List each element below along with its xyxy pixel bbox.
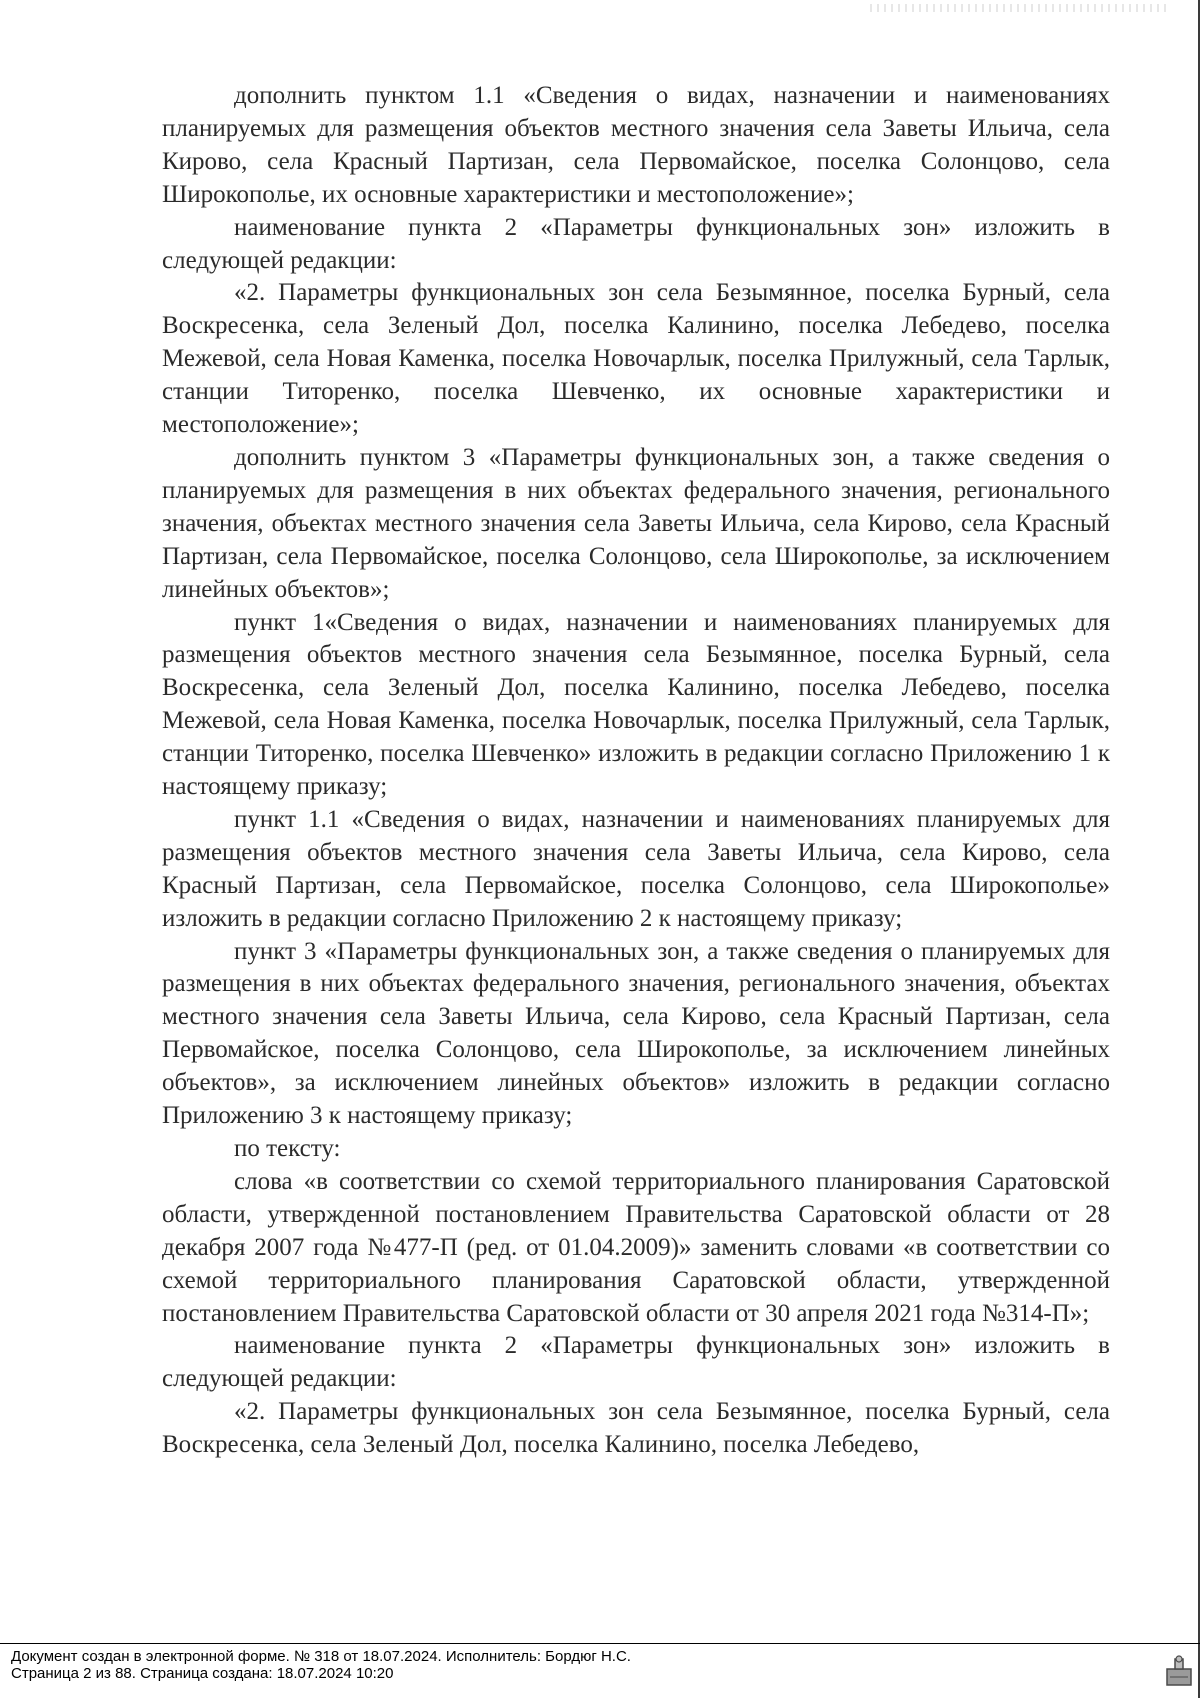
paragraph: дополнить пунктом 3 «Параметры функциональных зон, а также сведения о планируемых для размещения в них объектах федерального значения, регионального значения, объектах местного значения села Заветы Ильича, села Кирово, села Красный Партизан, села Первомайское, поселка Солонцово, села Широкополье, за исключением линейных объектов»; xyxy=(162,443,1110,603)
stamp-icon xyxy=(1166,1655,1192,1687)
paragraph: слова «в соответствии со схемой территориального планирования Саратовской области, утвержденной постановлением Правительства Саратовской области от 28 декабря 2007 года №477-П (ред. от 01.04.2009)» заменить словами «в соответствии со схемой территориального планирования Саратовской области, утвержденной постановлением Правительства Саратовской области от 30 апреля 2021 года №314-П»; xyxy=(162,1167,1110,1327)
footer-divider xyxy=(0,1643,1200,1644)
paragraph: пункт 1«Сведения о видах, назначении и наименованиях планируемых для размещения объектов местного значения села Безымянное, поселка Бурный, села Воскресенка, села Зеленый Дол, поселка Калинино, поселка Лебедево, поселка Межевой, села Новая Каменка, поселка Новочарлык, поселка Прилужный, села Тарлык, станции Титоренко, поселка Шевченко» изложить в редакции согласно Приложению 1 к настоящему приказу; xyxy=(162,608,1110,801)
paragraph: пункт 3 «Параметры функциональных зон, а также сведения о планируемых для размещения в них объектах федерального значения, регионального значения, объектах местного значения села Заветы Ильича, села Кирово, села Красный Партизан, села Первомайское, поселка Солонцово, села Широкополье, за исключением линейных объектов», за исключением линейных объектов» изложить в редакции согласно Приложению 3 к настоящему приказу; xyxy=(162,937,1110,1130)
paragraph: «2. Параметры функциональных зон села Безымянное, поселка Бурный, села Воскресенка, села Зеленый Дол, поселка Калинино, поселка Лебедево, поселка Межевой, села Новая Каменка, поселка Новочарлык, поселка Прилужный, села Тарлык, станции Титоренко, поселка Шевченко, их основные характеристики и местоположение»; xyxy=(162,279,1110,439)
footer-line-2: Страница 2 из 88. Страница создана: 18.07.2024 10:20 xyxy=(11,1665,394,1682)
footer xyxy=(11,1648,631,1682)
paragraph: пункт 1.1 «Сведения о видах, назначении и наименованиях планируемых для размещения объектов местного значения села Заветы Ильича, села Кирово, села Красный Партизан, села Первомайское, поселка Солонцово, села Широкополье» изложить в редакции согласно Приложению 2 к настоящему приказу; xyxy=(162,805,1110,932)
paragraph: по тексту: xyxy=(234,1135,341,1162)
paragraph: дополнить пунктом 1.1 «Сведения о видах, назначении и наименованиях планируемых для размещения объектов местного значения села Заветы Ильича, села Кирово, села Красный Партизан, села Первомайское, поселка Солонцово, села Широкополье, их основные характеристики и местоположение»; xyxy=(162,82,1110,208)
scan-artifact xyxy=(870,4,1170,12)
paragraph: наименование пункта 2 «Параметры функциональных зон» изложить в следующей редакции: xyxy=(162,213,1110,274)
footer-line-1: Документ создан в электронной форме. № 318 от 18.07.2024. Исполнитель: Бордюг Н.С. xyxy=(11,1648,631,1665)
paragraph: «2. Параметры функциональных зон села Безымянное, поселка Бурный, села Воскресенка, села Зеленый Дол, поселка Калинино, поселка Лебедево, xyxy=(162,1398,1110,1459)
paragraph: наименование пункта 2 «Параметры функциональных зон» изложить в следующей редакции: xyxy=(162,1332,1110,1393)
document-body xyxy=(162,80,1110,1462)
